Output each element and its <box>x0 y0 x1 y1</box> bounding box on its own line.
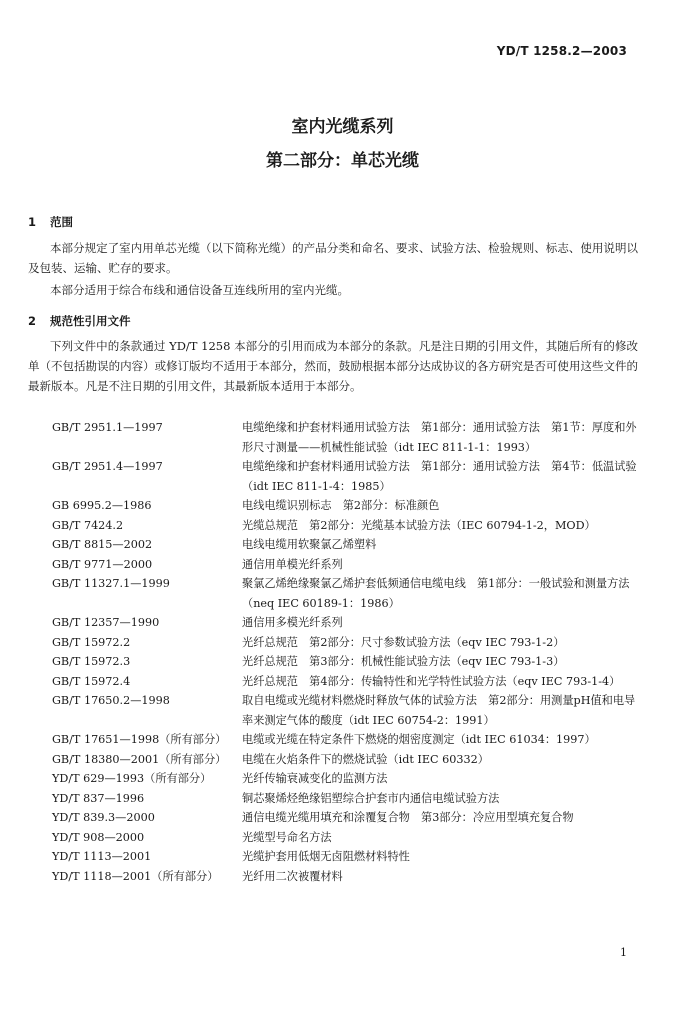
reference-code: GB/T 8815—2002 <box>52 538 153 551</box>
reference-code: YD/T 1113—2001 <box>52 850 152 863</box>
reference-code: GB/T 17650.2—1998 <box>52 694 170 707</box>
reference-title: 光纤总规范 第3部分：机械性能试验方法（eqv IEC 793-1-3） <box>242 655 565 668</box>
page-number: 1 <box>620 946 627 959</box>
reference-title: 电缆在火焰条件下的燃烧试验（idt IEC 60332） <box>242 752 489 766</box>
standard-code: YD/T 1258.2—2003 <box>496 44 627 58</box>
reference-title: 电线电缆用软聚氯乙烯塑料 <box>242 538 377 551</box>
reference-title: 光纤传输衰减变化的监测方法 <box>242 772 388 785</box>
reference-code: GB/T 18380—2001（所有部分） <box>52 752 227 766</box>
reference-title: 通信用多模光纤系列 <box>242 616 343 629</box>
reference-title: 光纤总规范 第2部分：尺寸参数试验方法（eqv IEC 793-1-2） <box>242 635 565 649</box>
reference-item <box>52 496 642 516</box>
reference-item <box>52 516 642 536</box>
section-number: 2 <box>28 314 37 328</box>
reference-item <box>52 867 642 887</box>
scope-paragraph-2: 本部分适用于综合布线和通信设备互连线所用的室内光缆。 <box>50 283 349 297</box>
reference-item <box>52 555 642 575</box>
reference-title: 电缆绝缘和护套材料通用试验方法 第1部分：通用试验方法 第4节：低温试验（idt IEC 811-1-4：1985） <box>242 460 637 493</box>
reference-code: GB/T 15972.4 <box>52 674 131 688</box>
reference-code: YD/T 629—1993（所有部分） <box>52 772 212 785</box>
reference-item <box>52 535 642 555</box>
reference-code: YD/T 837—1996 <box>52 791 145 805</box>
reference-item <box>52 730 642 750</box>
reference-title: 电缆绝缘和护套材料通用试验方法 第1部分：通用试验方法 第1节：厚度和外形尺寸测量——机械性能试验（idt IEC 811-1-1：1993） <box>242 421 637 454</box>
reference-code: YD/T 908—2000 <box>52 830 145 844</box>
reference-code: GB/T 7424.2 <box>52 518 124 532</box>
reference-item <box>52 418 642 457</box>
reference-code: GB/T 15972.3 <box>52 655 131 668</box>
reference-title: 取自电缆或光缆材料燃烧时释放气体的试验方法 第2部分：用测量pH值和电导率来测定气体的酸度（idt IEC 60754-2：1991） <box>242 694 636 727</box>
section-heading-normative-references <box>28 313 131 329</box>
reference-title: 光纤总规范 第4部分：传输特性和光学特性试验方法（eqv IEC 793-1-4） <box>242 674 621 688</box>
section-title: 范围 <box>50 215 73 229</box>
section-number: 1 <box>28 215 37 229</box>
reference-code: GB/T 17651—1998（所有部分） <box>52 733 227 746</box>
reference-item <box>52 769 642 789</box>
section-heading-scope <box>28 214 73 230</box>
reference-item <box>52 750 642 770</box>
reference-item <box>52 574 642 613</box>
scope-paragraph-1: 本部分规定了室内用单芯光缆（以下简称光缆）的产品分类和命名、要求、试验方法、检验规则、标志、使用说明以及包装、运输、贮存的要求。 <box>28 241 638 275</box>
reference-item <box>52 672 642 692</box>
reference-title: 光缆总规范 第2部分：光缆基本试验方法（IEC 60794-1-2，MOD） <box>242 518 596 532</box>
reference-code: GB/T 9771—2000 <box>52 557 153 571</box>
reference-title: 光纤用二次被覆材料 <box>242 869 343 883</box>
document-title: 室内光缆系列 <box>291 117 394 137</box>
reference-item <box>52 613 642 633</box>
reference-code: GB/T 2951.1—1997 <box>52 421 163 434</box>
reference-title: 通信电缆光缆用填充和涂覆复合物 第3部分：冷应用型填充复合物 <box>242 811 574 824</box>
reference-title: 光缆型号命名方法 <box>242 830 332 844</box>
reference-code: YD/T 1118—2001（所有部分） <box>52 869 219 883</box>
reference-item <box>52 457 642 496</box>
reference-item <box>52 691 642 730</box>
reference-code: GB 6995.2—1986 <box>52 499 152 512</box>
reference-item <box>52 633 642 653</box>
reference-title: 通信用单模光纤系列 <box>242 557 343 571</box>
reference-code: GB/T 12357—1990 <box>52 616 160 629</box>
reference-item <box>52 789 642 809</box>
reference-title: 光缆护套用低烟无卤阻燃材料特性 <box>242 850 410 863</box>
reference-code: GB/T 15972.2 <box>52 635 131 649</box>
reference-list <box>52 418 642 886</box>
reference-item <box>52 847 642 867</box>
reference-title: 电线电缆识别标志 第2部分：标准颜色 <box>242 499 440 512</box>
reference-title: 铜芯聚烯烃绝缘铝塑综合护套市内通信电缆试验方法 <box>242 791 500 805</box>
references-intro-paragraph: 下列文件中的条款通过 YD/T 1258 本部分的引用而成为本部分的条款。凡是注日期的引用文件，其随后所有的修改单（不包括勘误的内容）或修订版均不适用于本部分，然而，鼓励根据本部分达成协议的各方研究是否可使用这些文件的最新版本。凡是不注日期的引用文件，其最新版本适用于本部分。 <box>28 339 638 393</box>
reference-title: 聚氯乙烯绝缘聚氯乙烯护套低频通信电缆电线 第1部分：一般试验和测量方法（neq IEC 60189-1：1986） <box>242 577 630 610</box>
reference-code: GB/T 2951.4—1997 <box>52 460 163 473</box>
reference-code: GB/T 11327.1—1999 <box>52 577 170 590</box>
reference-item <box>52 808 642 828</box>
reference-item <box>52 652 642 672</box>
reference-code: YD/T 839.3—2000 <box>52 811 155 824</box>
reference-item <box>52 828 642 848</box>
reference-title: 电缆或光缆在特定条件下燃烧的烟密度测定（idt IEC 61034：1997） <box>242 733 596 746</box>
section-title: 规范性引用文件 <box>50 314 131 328</box>
document-subtitle: 第二部分：单芯光缆 <box>266 151 419 171</box>
